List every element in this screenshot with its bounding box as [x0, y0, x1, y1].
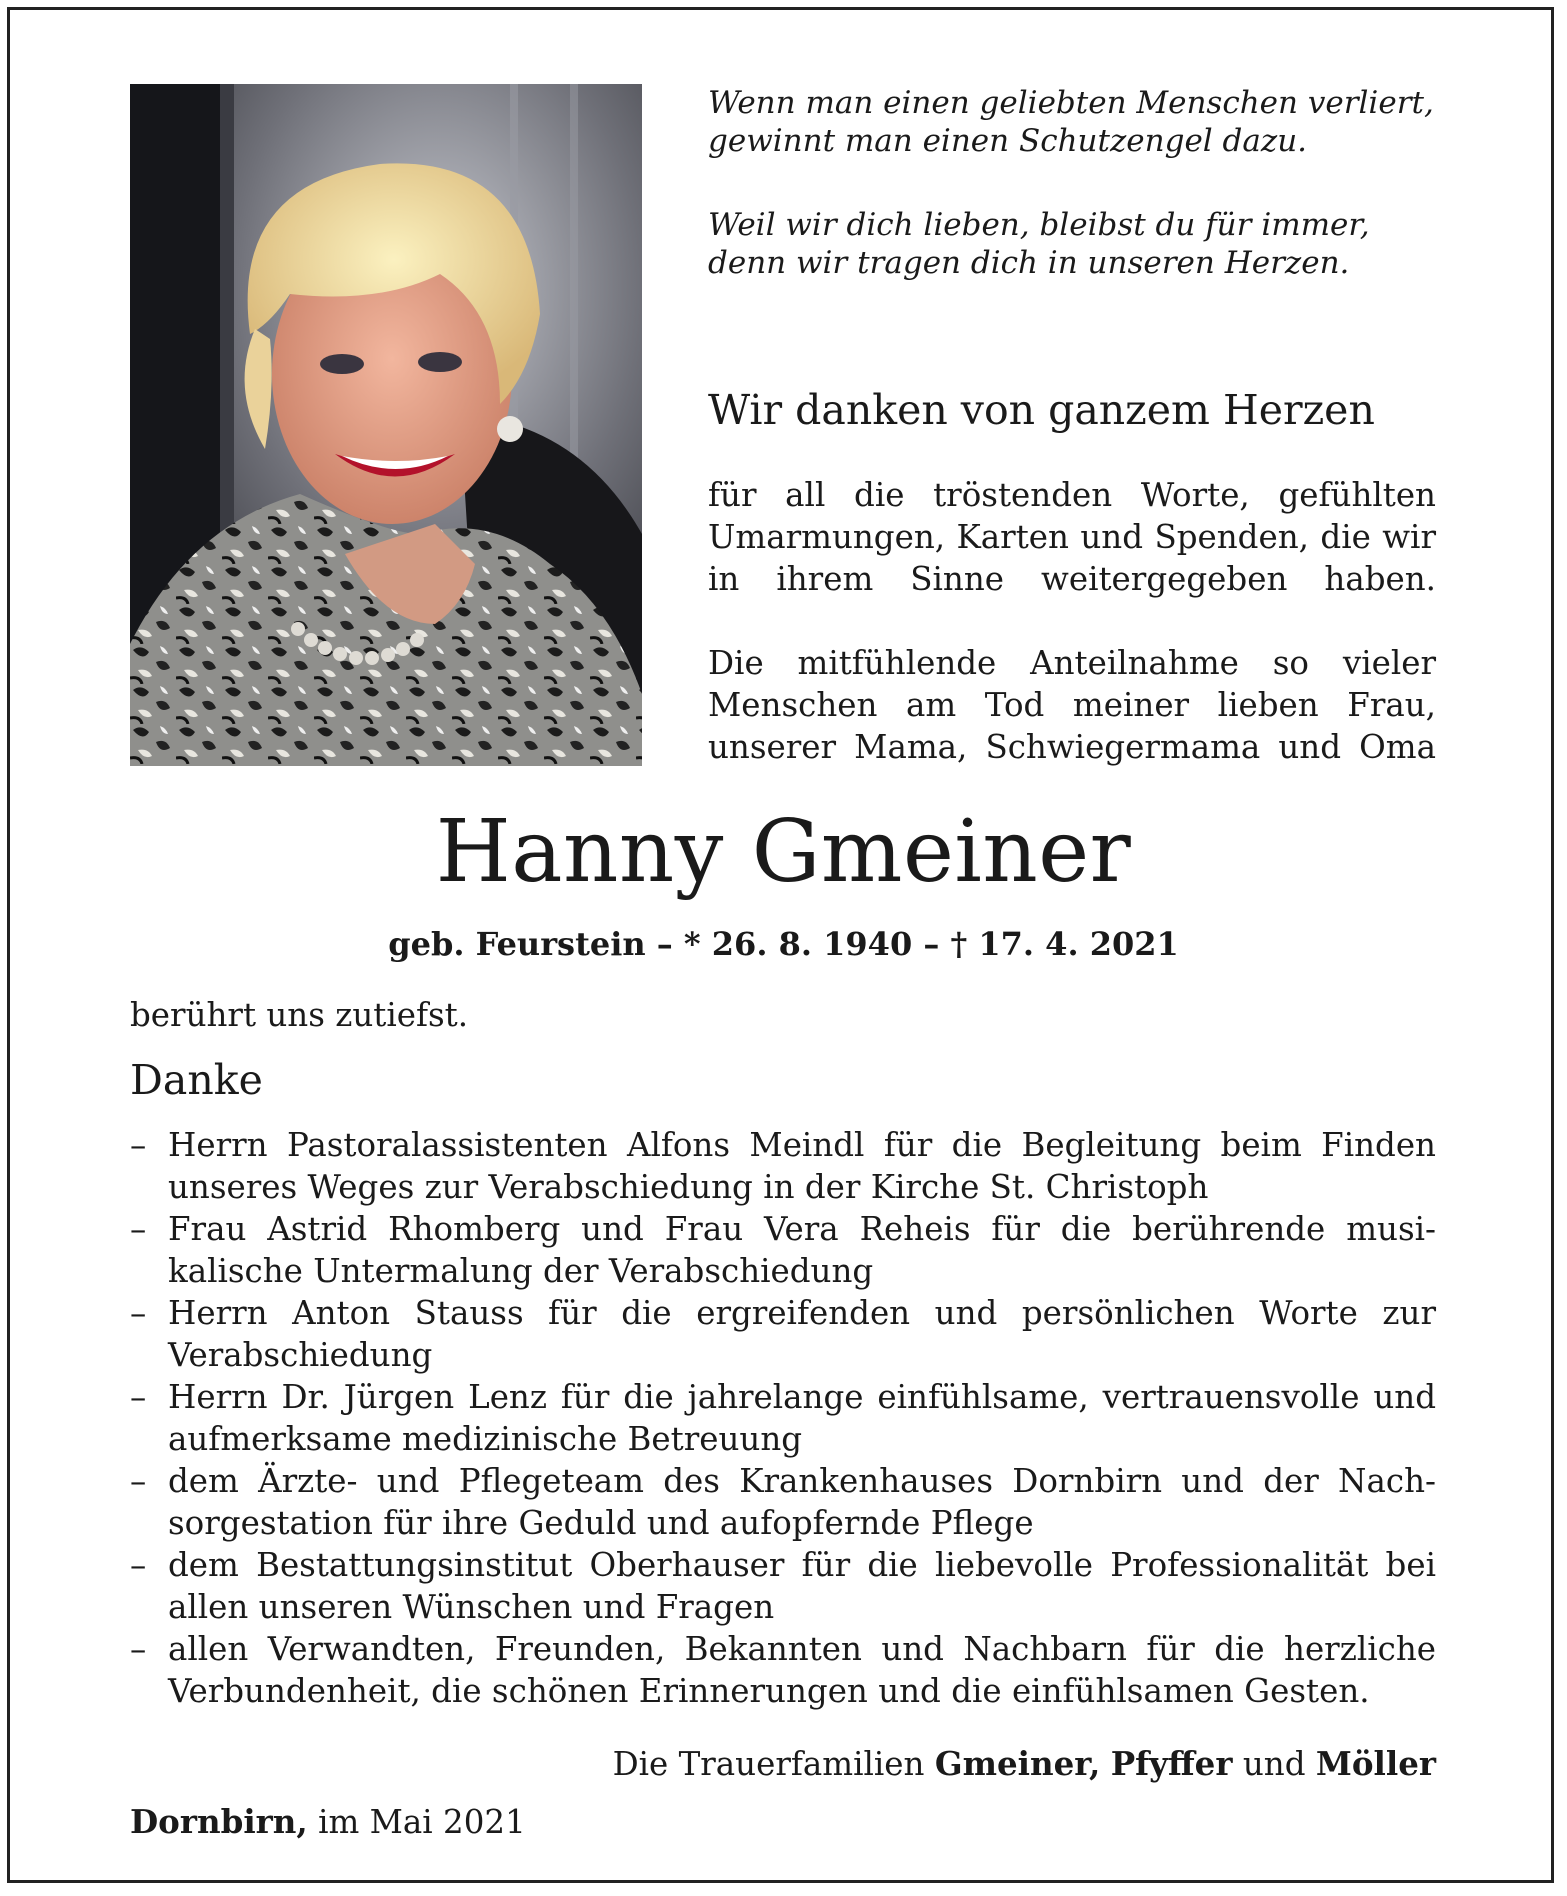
- thanks-list: [130, 1124, 1436, 1712]
- signature-connector: und: [1242, 1745, 1306, 1783]
- family-name: Gmeiner,: [934, 1744, 1101, 1783]
- quote-line: Weil wir dich lieben, bleibst du für immer,: [708, 207, 1370, 243]
- quote-stanza-2: [708, 206, 1448, 282]
- list-item: – dem Bestattungsinstitut Oberhauser für die liebevolle Professionalität bei allen unseren Wünschen und Fragen: [130, 1544, 1436, 1628]
- signature-prefix: Die Trauerfamilien: [612, 1745, 925, 1783]
- signature-line: [0, 1742, 1436, 1786]
- list-item: – Frau Astrid Rhomberg und Frau Vera Reheis für die berührende musikalische Untermalung der Verabschiedung: [130, 1208, 1436, 1292]
- touched-text: berührt uns zutiefst.: [130, 996, 469, 1034]
- date: im Mai 2021: [318, 1803, 526, 1841]
- place-date: [130, 1800, 526, 1844]
- danke-heading: Danke: [130, 1056, 263, 1104]
- quote-line: Wenn man einen geliebten Menschen verliert,: [708, 85, 1434, 121]
- life-dates: geb. Feurstein – * 26. 8. 1940 – † 17. 4. 2021: [388, 925, 1179, 963]
- family-name: Pfyffer: [1110, 1744, 1233, 1783]
- place: Dornbirn,: [130, 1802, 308, 1841]
- list-item: – allen Verwandten, Freunden, Bekannten und Nachbarn für die herzliche Verbundenheit, die schönen Erinnerungen und die einfühlsamen Gesten.: [130, 1628, 1436, 1712]
- participation-paragraph: Die mitfühlende Anteilnahme so vieler Menschen am Tod meiner lieben Frau, unserer Mama, Schwiegermama und Oma: [708, 644, 1436, 766]
- thanks-heading: Wir danken von ganzem Herzen: [708, 386, 1375, 434]
- list-item: – Herrn Pastoralassistenten Alfons Meindl für die Begleitung beim Finden unseres Weges zur Verabschiedung in der Kirche St. Christoph: [130, 1124, 1436, 1208]
- list-item: – Herrn Anton Stauss für die ergreifenden und persönlichen Worte zur Verabschiedung: [130, 1292, 1436, 1376]
- thanks-paragraph: für all die tröstenden Worte, gefühlten Umarmungen, Karten und Spenden, die wir in ihrem Sinne weitergegeben haben.: [708, 476, 1436, 598]
- quote-stanza-1: [708, 84, 1448, 160]
- quote-line: denn wir tragen dich in unseren Herzen.: [708, 245, 1350, 281]
- list-item: – dem Ärzte- und Pflegeteam des Krankenhauses Dornbirn und der Nachsorgestation für ihre Geduld und aufopfernde Pflege: [130, 1460, 1436, 1544]
- list-item: – Herrn Dr. Jürgen Lenz für die jahrelange einfühlsame, vertrauensvolle und aufmerksame medizinische Betreuung: [130, 1376, 1436, 1460]
- family-name: Möller: [1315, 1744, 1436, 1783]
- quote-line: gewinnt man einen Schutzengel dazu.: [708, 123, 1308, 159]
- portrait-photo: [130, 84, 642, 766]
- deceased-name: Hanny Gmeiner: [435, 802, 1132, 902]
